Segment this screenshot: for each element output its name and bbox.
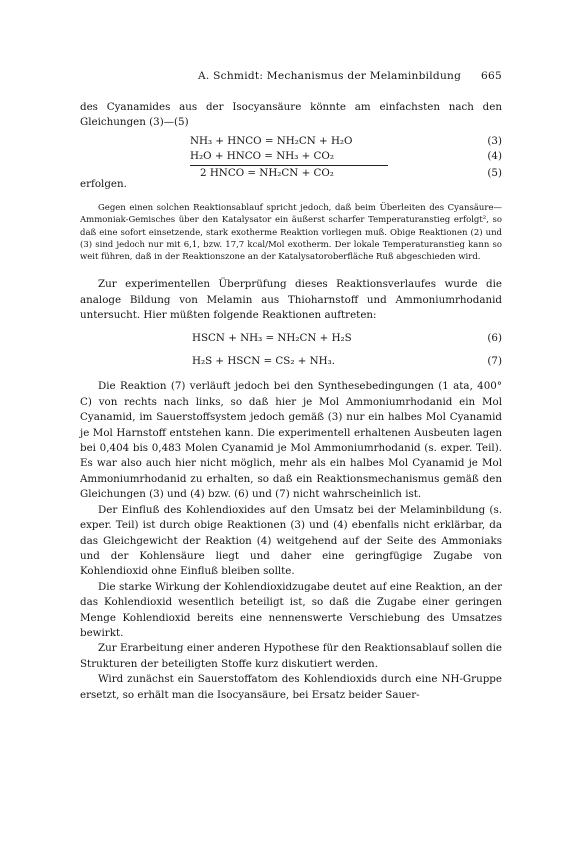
paragraph-co2-effect: Die starke Wirkung der Kohlendioxidzugabe deutet auf eine Reaktion, an der das Kohlendioxid wesentlich beteiligt ist, so daß die Zugabe einer geringen Menge Kohlendioxid bereits eine nennenswerte Verschiebung des Umsatzes bewirkt. xyxy=(80,580,502,639)
equation-3: NH₃ + HNCO = NH₂CN + H₂O xyxy=(190,134,353,147)
equation-4: H₂O + HNCO = NH₃ + CO₂ xyxy=(190,149,334,162)
equation-number-4: (4) xyxy=(487,149,502,162)
running-title: A. Schmidt: Mechanismus der Melaminbildung xyxy=(198,70,462,82)
check-paragraph: Zur experimentellen Überprüfung dieses Reaktionsverlaufes wurde die analoge Bildung von Melamin aus Thioharnstoff und Ammoniumrhodanid untersucht. Hier müßten folgende Reaktionen auftreten: xyxy=(80,278,502,322)
equation-block-a xyxy=(80,131,502,181)
paragraph-hypothesis: Zur Erarbeitung einer anderen Hypothese für den Reaktionsablauf sollen die Strukturen der beteiligten Stoffe kurz diskutiert werden. xyxy=(80,642,502,670)
equation-number-7: (7) xyxy=(487,355,502,368)
intro-paragraph: des Cyanamides aus der Isocyansäure könnte am einfachsten nach den Gleichungen (3)—(5) xyxy=(80,101,502,129)
equation-number-5: (5) xyxy=(487,166,502,179)
paragraph-reaction-7: Die Reaktion (7) verläuft jedoch bei den Synthesebedingungen (1 ata, 400° C) von rechts nach links, so daß hier je Mol Ammoniumrhodanid ein Mol Cyanamid, im Sauerstoffsystem jedoch gemäß (3) nur ein halbes Mol Cyanamid je Mol Harnstoff entstehen kann. Die experimentell erhaltenen Ausbeuten lagen bei 0,404 bis 0,483 Molen Cyanamid je Mol Ammoniumrhodanid (s. exper. Teil). Es war also auch hier nicht möglich, mehr als ein halbes Mol Cyanamid je Mol Ammoniumrhodanid zu erhalten, so daß ein Reaktionsmechanismus gemäß den Gleichungen (3) und (4) bzw. (6) und (7) nicht wahrscheinlich ist. xyxy=(80,380,502,501)
paragraph-co2-influence: Der Einfluß des Kohlendioxides auf den Umsatz bei der Melaminbildung (s. exper. Teil) ist durch obige Reaktionen (3) und (4) ebenfalls nicht erklärbar, da das Gleichgewicht der Reaktion (4) weitgehend auf der Seite des Ammoniaks und der Kohlensäure liegt und daher eine geringfügige Zugabe von Kohlendioxid ohne Einfluß bleiben sollte. xyxy=(80,503,502,578)
section-gap xyxy=(80,263,502,277)
equation-6: HSCN + NH₃ = NH₂CN + H₂S xyxy=(192,332,352,345)
equation-number-6: (6) xyxy=(487,332,502,345)
small-print-paragraph: Gegen einen solchen Reaktionsablauf spricht jedoch, daß beim Überleiten des Cyansäure—Ammoniak-Gemisches über den Katalysator ein äußerst scharfer Temperaturanstieg erfolgt², so daß eine sofort einsetzende, stark exotherme Reaktion vorliegen muß. Obige Reaktionen (2) und (3) sind jedoch nur mit 6,1, bzw. 17,7 kcal/Mol exotherm. Der lokale Temperaturanstieg kann so weit führen, daß in der Reaktionszone an der Katalysatoroberfläche Ruß abgeschieden wird. xyxy=(80,203,502,263)
running-header xyxy=(80,70,502,88)
page xyxy=(80,70,502,850)
equation-5: 2 HNCO = NH₂CN + CO₂ xyxy=(200,166,334,179)
equation-number-3: (3) xyxy=(487,134,502,147)
page-number: 665 xyxy=(481,70,502,82)
body-text xyxy=(80,100,502,703)
equation-7: H₂S + HSCN = CS₂ + NH₃. xyxy=(192,355,336,368)
erfolgen-line: erfolgen. xyxy=(80,177,127,190)
paragraph-oxygen-substitution: Wird zunächst ein Sauerstoffatom des Kohlendioxids durch eine NH-Gruppe ersetzt, so erhält man die Isocyansäure, bei Ersatz beider Sauer- xyxy=(80,673,502,701)
equation-block-b xyxy=(80,329,502,373)
